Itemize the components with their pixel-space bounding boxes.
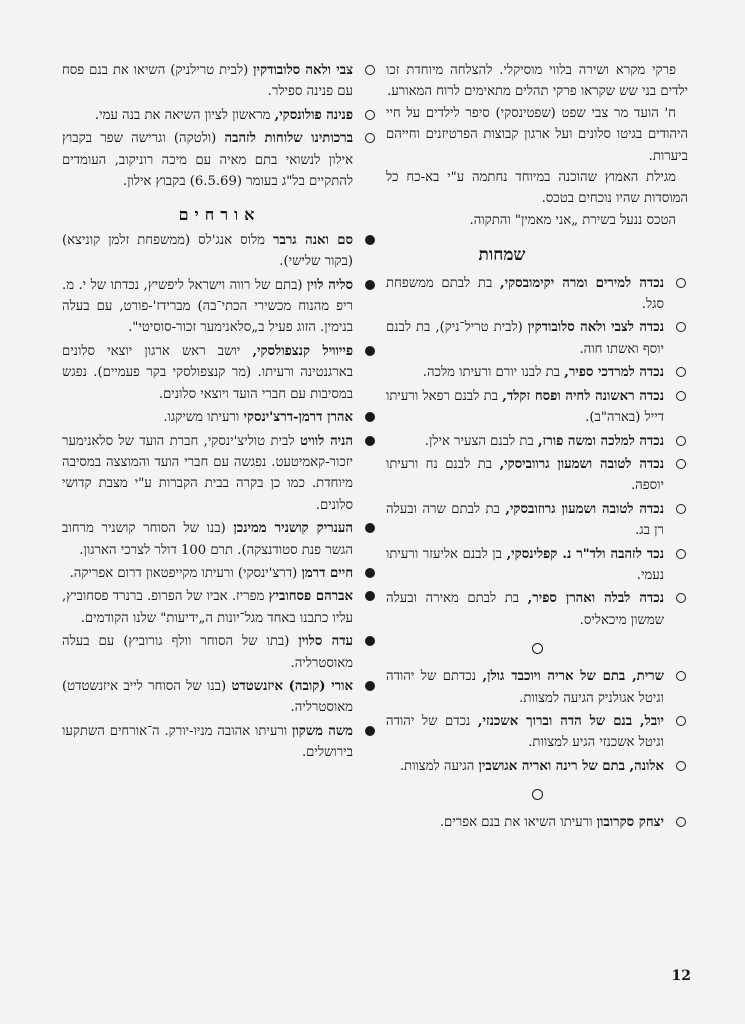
list-item <box>62 431 377 517</box>
list-item <box>62 230 377 273</box>
entry-text: בן לבנם אליעזר ורעיתו נעמי. <box>386 546 664 583</box>
entry-text: (לבית טרילניק) השיאו את בנם פסח עם פנינה ספילר. <box>62 63 353 100</box>
filled-circle-bullet-icon <box>365 681 375 691</box>
filled-circle-bullet-icon <box>365 523 375 533</box>
entry-text: ורעיתו אהובה מניו-יורק. ה־אורחים השתקעו בירושלים. <box>62 723 353 761</box>
section-title-guests: אורחים <box>178 205 261 225</box>
entry-name: שרית, בתם של אריה ויוכבד גולן, <box>482 669 664 685</box>
entry-name: סליה לוין <box>307 277 353 293</box>
entry-name: נכדה לבלה ואהרן ספיר, <box>527 591 664 607</box>
entry-name: נכדה לצבי ולאה סלובודקין <box>527 320 664 336</box>
entry-name: יצחק סקרובון <box>596 815 664 831</box>
entry-name: אלונה, בתם של רינה ואריה אגושבין <box>478 758 664 774</box>
entry-name: אהרן דרמן-דרצ'ינסקי <box>243 410 353 426</box>
intro-paragraph: מגילת האמוץ שהוכנה במיוחד נחתמה ע"י בא-כח כל המוסדות שהיו נוכחים בטכס. <box>386 170 688 207</box>
list-item <box>386 588 688 631</box>
list-item <box>62 128 377 192</box>
entry-text: בת לבנם הצעיר אילן. <box>424 433 538 449</box>
hollow-circle-bullet-icon <box>365 110 375 120</box>
hollow-circle-bullet-icon <box>676 504 686 514</box>
entry-text: נכדם של יהודה וגיטל אשכנזי הגיע למצוות. <box>386 713 664 751</box>
hollow-circle-bullet-icon <box>676 367 686 377</box>
list-item <box>386 499 688 542</box>
list-item <box>62 407 377 428</box>
entry-text: יושב ראש ארגון יוצאי סלונים בארגנטינה ורעיתו. (מר קנצפולסקי בקר פעמיים). נפגש במסיבות עם חברי הועד ויוצאי סלונים. <box>62 343 353 402</box>
list-item <box>62 631 377 674</box>
intro-paragraph: הטכס ננעל בשירת „אני מאמין" והתקוה. <box>469 212 676 228</box>
entry-name: נכדה למרדכי ספיר, <box>564 365 664 381</box>
entry-name: נכדה לטובה ושמעון גרוזובסקי, <box>505 501 664 517</box>
list-item <box>386 711 688 754</box>
entry-text: ורעיתו השיאו את בנם אפרים. <box>439 815 597 831</box>
entry-text: בת לבתם ממשפחת סגל. <box>386 275 664 313</box>
entry-text: בת לבנם נח ורעיתו יוספה. <box>386 456 664 494</box>
section-title-celebrations: שמחות <box>478 245 526 266</box>
separator-circle-icon <box>532 643 543 654</box>
entry-name: פנינה פולונסקי, <box>274 107 353 123</box>
list-item <box>386 544 688 587</box>
entry-name: נכדה לטובה ושמעון גרווביסקי, <box>499 456 664 472</box>
filled-circle-bullet-icon <box>365 726 375 736</box>
entry-text: (בנו של הסוחר קושניר מרחוב הגשר פנת סטודנצקה). תרם 100 דולר לצרכי הארגון. <box>62 521 353 558</box>
intro-paragraph: ח' הועד מר צבי שפט (שפטינסקי) סיפר לילדים על חיי היהודים בגיטו סלונים ועל ארגון קבוצות הפרטיזנים וחייהם ביערות. <box>386 105 688 164</box>
entry-text: נכדתם של יהודה וגיטל אגולניק הגיעה למצוות. <box>386 669 664 706</box>
entry-name: עדה סלוין <box>298 634 353 650</box>
filled-circle-bullet-icon <box>365 636 375 646</box>
list-item <box>386 386 688 429</box>
list-item <box>386 756 688 777</box>
births-list <box>386 273 688 632</box>
list-item <box>62 518 377 561</box>
entry-name: אברהם פסחוביץ <box>268 589 353 605</box>
list-item <box>386 454 688 497</box>
hollow-circle-bullet-icon <box>676 391 686 401</box>
right-column <box>386 60 688 836</box>
entry-name: הענריק קושניר ממינכן <box>233 521 353 537</box>
bar-mitzvah-list <box>386 666 688 777</box>
filled-circle-bullet-icon <box>365 412 375 422</box>
hollow-circle-bullet-icon <box>365 65 375 75</box>
entry-text: (בתם של רווה וישראל ליפשיץ, נכדתו של י. מ. ריפ מהנוח מכשירי הכתי־בה) מברידז'-פורט, עם בעלה בנימין. הזוג פעיל ב„סלאנימער זכור-סוסיטי". <box>62 277 353 336</box>
entry-text: (דרצ'ינסקי) ורעיתו מקייפטאון דרום אפריקה. <box>69 565 302 581</box>
entry-name: נכדה למלכה ומשה פורז, <box>537 433 664 449</box>
entry-text: הגיעה למצוות. <box>399 758 479 774</box>
entry-name: פייוויל קנצפולסקי, <box>252 343 353 359</box>
entry-name: חיים דרמן <box>301 565 353 581</box>
hollow-circle-bullet-icon <box>365 133 375 143</box>
entry-text: (בנו של הסוחר לייב איזנשטדט) מאוסטרליה. <box>62 678 353 716</box>
entry-name: אורי (קובה) איזנשטדט <box>231 678 354 694</box>
entry-name: סם ואנה גרבר <box>273 232 354 248</box>
entry-name: נכדה למירים ומרה יקימובסקי, <box>500 275 664 291</box>
entry-text: מפריז. אביו של הפרופ. ברנרד פסחוביץ, עליו כתבנו באחד מגל־יונות ה„ידיעות" שלנו הקודמים. <box>62 589 353 626</box>
entry-name: נכדה ראשונה לחיה ופסח זקלד, <box>502 388 664 404</box>
hollow-circle-bullet-icon <box>676 278 686 288</box>
list-item <box>62 60 377 103</box>
hollow-circle-bullet-icon <box>676 322 686 332</box>
list-item <box>386 431 688 452</box>
entry-name: צבי ולאה סלובודקין <box>253 63 353 78</box>
list-item <box>62 105 377 126</box>
hollow-circle-bullet-icon <box>676 817 686 827</box>
entry-text: בת לבתם מאירה ובעלה שמשון מיכאליס. <box>386 591 664 628</box>
entry-name: יובל, בנם של הדה וברוך אשכנזי, <box>477 713 665 729</box>
left-column <box>62 60 377 766</box>
marriage-announcements-list <box>62 60 377 192</box>
intro-paragraph: פרקי מקרא ושירה בלווי מוסיקלי. להצלחה מיוחדת זכו ילדים בני שש שקראו פרקי תהלים מתאימים לרוח המאורע. <box>386 63 688 100</box>
entry-text: מלוס אנג'לס (ממשפחת זלמן קוניצא) (בקור שלישי). <box>62 232 353 270</box>
list-item <box>62 563 377 584</box>
hollow-circle-bullet-icon <box>676 761 686 771</box>
hollow-circle-bullet-icon <box>676 671 686 681</box>
hollow-circle-bullet-icon <box>676 549 686 559</box>
list-item <box>62 676 377 719</box>
list-item <box>386 273 688 316</box>
guests-list <box>62 230 377 764</box>
entry-text: בת לבנו יורם ורעיתו מלכה. <box>422 365 565 381</box>
entry-text: בת לבתם שרה ובעלה רן בג. <box>386 501 664 539</box>
page-number: 12 <box>671 968 691 984</box>
entry-text: מראשון לציון השיאה את בנה עמי. <box>94 107 275 123</box>
intro-paragraphs <box>386 60 688 231</box>
filled-circle-bullet-icon <box>365 436 375 446</box>
list-item <box>62 721 377 764</box>
entry-name: הניה לוויט <box>299 433 353 449</box>
filled-circle-bullet-icon <box>365 235 375 245</box>
separator-circle-icon <box>532 789 543 800</box>
hollow-circle-bullet-icon <box>676 436 686 446</box>
hollow-circle-bullet-icon <box>676 459 686 469</box>
entry-text: לבית טוליצ'ינסקי, חברת הועד של סלאנימער יזכור-קאמיטעט. נפגשה עם חברי הועד והמוצצה במסיבה מיוחדת. כמו כן בקרה בבית הקברות ע"י מצבת קדושי סלונים. <box>62 433 353 513</box>
entry-name: נכד לזהבה ולד"ר נ. קפלינסקי, <box>506 546 664 562</box>
entry-text: בת לבנם רפאל ורעיתו דייל (בארה"ב). <box>386 388 664 426</box>
entry-name: משה משקון <box>292 723 353 739</box>
list-item <box>386 666 688 709</box>
list-item <box>62 341 377 405</box>
list-item <box>386 362 688 383</box>
list-item <box>62 586 377 629</box>
list-item <box>386 317 688 360</box>
entry-text: (בתו של הסוחר וולף גורוביץ) עם בעלה מאוסטרליה. <box>62 634 353 671</box>
filled-circle-bullet-icon <box>365 568 375 578</box>
list-item <box>386 812 688 833</box>
filled-circle-bullet-icon <box>365 591 375 601</box>
entry-name: ברכותינו שלוחות לזהבה <box>224 131 353 147</box>
filled-circle-bullet-icon <box>365 346 375 356</box>
hollow-circle-bullet-icon <box>676 716 686 726</box>
weddings-list <box>386 812 688 833</box>
entry-text: (לבית טריל־ניק), בת לבנם יוסף ואשתו חוה. <box>386 320 664 357</box>
filled-circle-bullet-icon <box>365 280 375 290</box>
list-item <box>62 275 377 339</box>
entry-text: (ולטקה) וגרישה שפר בקבוץ אילון לנשואי בתם מאיה עם מיכה רוניקוב, העומדים להתקיים בל"ג בעומר (6.5.69) בקבוץ אילון. <box>62 131 353 190</box>
entry-text: ורעיתו משיקגו. <box>163 410 244 426</box>
hollow-circle-bullet-icon <box>676 593 686 603</box>
